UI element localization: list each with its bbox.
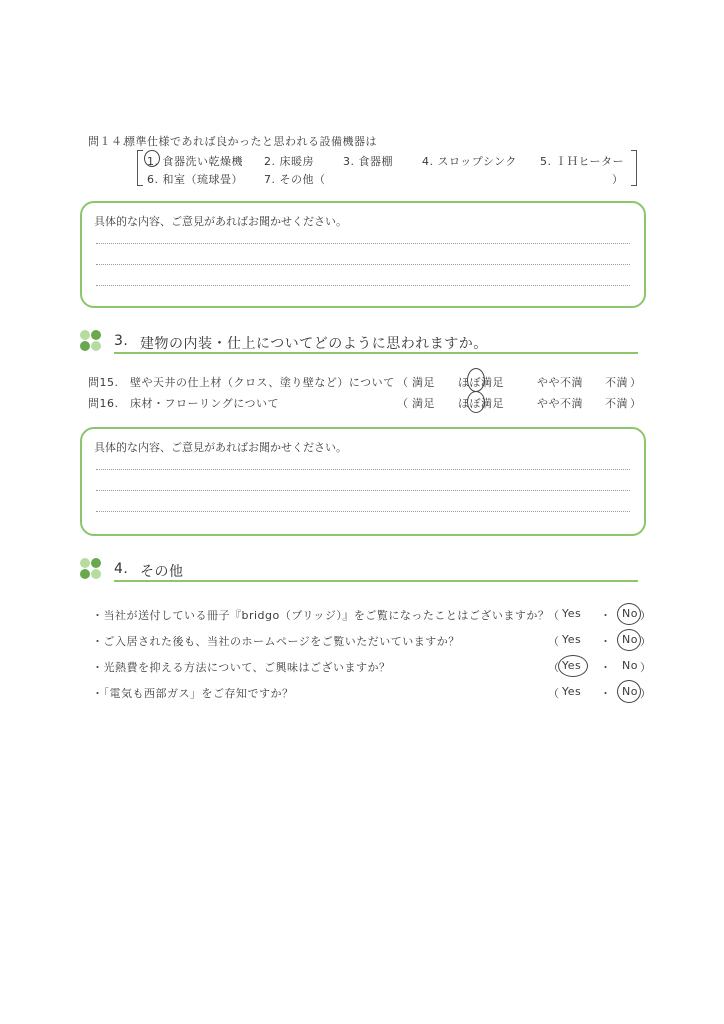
q16-option-mostly-satisfied[interactable]: ほぼ満足 — [458, 397, 504, 410]
circle-mark-q16 — [467, 391, 485, 413]
circle-mark-q14 — [144, 150, 160, 167]
comment-prompt: 具体的な内容、ご意見があればお聞かせください。 — [94, 215, 347, 228]
yesno-separator: ・ — [600, 687, 612, 700]
q14-option-3[interactable]: 3. 食器棚 — [343, 155, 393, 168]
left-bracket — [137, 150, 143, 186]
section4-rule — [114, 580, 638, 582]
section4-item-4: ・「電気も西部ガス」をご存知ですか？ — [92, 687, 294, 700]
yesno-separator: ・ — [600, 661, 612, 674]
clover-icon — [80, 330, 102, 352]
yesno-open: （ — [548, 687, 560, 700]
q15-text: 壁や天井の仕上材（クロス、塗り壁など）について — [130, 376, 395, 389]
section4-item-2: ・ご入居された後も、当社のホームページをご覧いただいていますか？ — [92, 635, 460, 648]
comment-line — [96, 285, 630, 286]
no-option[interactable]: No — [622, 607, 638, 620]
no-option[interactable]: No — [622, 685, 638, 698]
right-bracket — [631, 150, 637, 186]
q15-option-dissatisfied[interactable]: 不満 — [605, 376, 628, 389]
yesno-open: （ — [548, 661, 560, 674]
comment-line — [96, 243, 630, 244]
q16-option-dissatisfied[interactable]: 不満 — [605, 397, 628, 410]
section4-number: 4. — [114, 561, 129, 577]
clover-icon — [80, 558, 102, 580]
q14-option-5[interactable]: 5. ＩＨヒーター — [540, 155, 625, 168]
q15-scale-close: ） — [630, 376, 642, 389]
q16-label: 問16. — [88, 397, 119, 410]
circle-mark-item1 — [617, 603, 641, 625]
q16-option-slightly-dissatisfied[interactable]: やや不満 — [537, 397, 583, 410]
q16-scale-close: ） — [630, 397, 642, 410]
q16-option-satisfied[interactable]: 満足 — [412, 397, 435, 410]
circle-mark-item4 — [617, 680, 641, 703]
q14-option-4[interactable]: 4. スロップシンク — [422, 155, 517, 168]
yesno-close: ） — [640, 661, 652, 674]
circle-mark-item2 — [617, 629, 641, 651]
q14-label: 問１４. — [88, 135, 127, 148]
comment-line — [96, 511, 630, 512]
no-option[interactable]: No — [622, 633, 638, 646]
q16-text: 床材・フローリングについて — [130, 397, 280, 410]
q15-option-satisfied[interactable]: 満足 — [412, 376, 435, 389]
comment-prompt: 具体的な内容、ご意見があればお聞かせください。 — [94, 441, 347, 454]
q15-option-mostly-satisfied[interactable]: ほぼ満足 — [458, 376, 504, 389]
q14-option-6[interactable]: 6. 和室（琉球畳） — [147, 173, 243, 186]
yesno-close: ） — [640, 635, 652, 648]
section3-title: 建物の内装・仕上についてどのように思われますか。 — [140, 336, 488, 352]
section4-item-1: ・当社が送付している冊子『bridgo（ブリッジ）』をご覧になったことはございますか？ — [92, 609, 550, 622]
no-option[interactable]: No — [622, 659, 638, 672]
yesno-open: （ — [548, 635, 560, 648]
yesno-close: ） — [640, 609, 652, 622]
comment-box-1[interactable] — [80, 201, 646, 308]
section3-rule — [114, 352, 638, 354]
yes-option[interactable]: Yes — [562, 659, 582, 672]
q16-scale-open: （ — [397, 397, 409, 410]
section3-number: 3. — [114, 333, 129, 349]
comment-line — [96, 469, 630, 470]
q14-option-1[interactable]: 1. 食器洗い乾燥機 — [147, 155, 243, 168]
section4-item-3: ・光熱費を抑える方法について、ご興味はございますか？ — [92, 661, 391, 674]
q14-option-7[interactable]: 7. その他（ — [264, 173, 326, 186]
q14-option-2[interactable]: 2. 床暖房 — [264, 155, 314, 168]
yesno-close: ） — [640, 687, 652, 700]
q15-scale-open: （ — [397, 376, 409, 389]
circle-mark-item3 — [558, 655, 588, 677]
yesno-separator: ・ — [600, 635, 612, 648]
comment-line — [96, 264, 630, 265]
circle-mark-q15 — [467, 368, 485, 392]
comment-box-2[interactable] — [80, 427, 646, 536]
yes-option[interactable]: Yes — [562, 685, 582, 698]
yes-option[interactable]: Yes — [562, 633, 582, 646]
section4-title: その他 — [140, 564, 184, 580]
q14-text: 標準仕様であれば良かったと思われる設備機器は — [124, 135, 377, 148]
q15-option-slightly-dissatisfied[interactable]: やや不満 — [537, 376, 583, 389]
yesno-open: （ — [548, 609, 560, 622]
yes-option[interactable]: Yes — [562, 607, 582, 620]
q14-other-close: ） — [612, 173, 624, 186]
yesno-separator: ・ — [600, 609, 612, 622]
comment-line — [96, 490, 630, 491]
q15-label: 問15. — [88, 376, 119, 389]
